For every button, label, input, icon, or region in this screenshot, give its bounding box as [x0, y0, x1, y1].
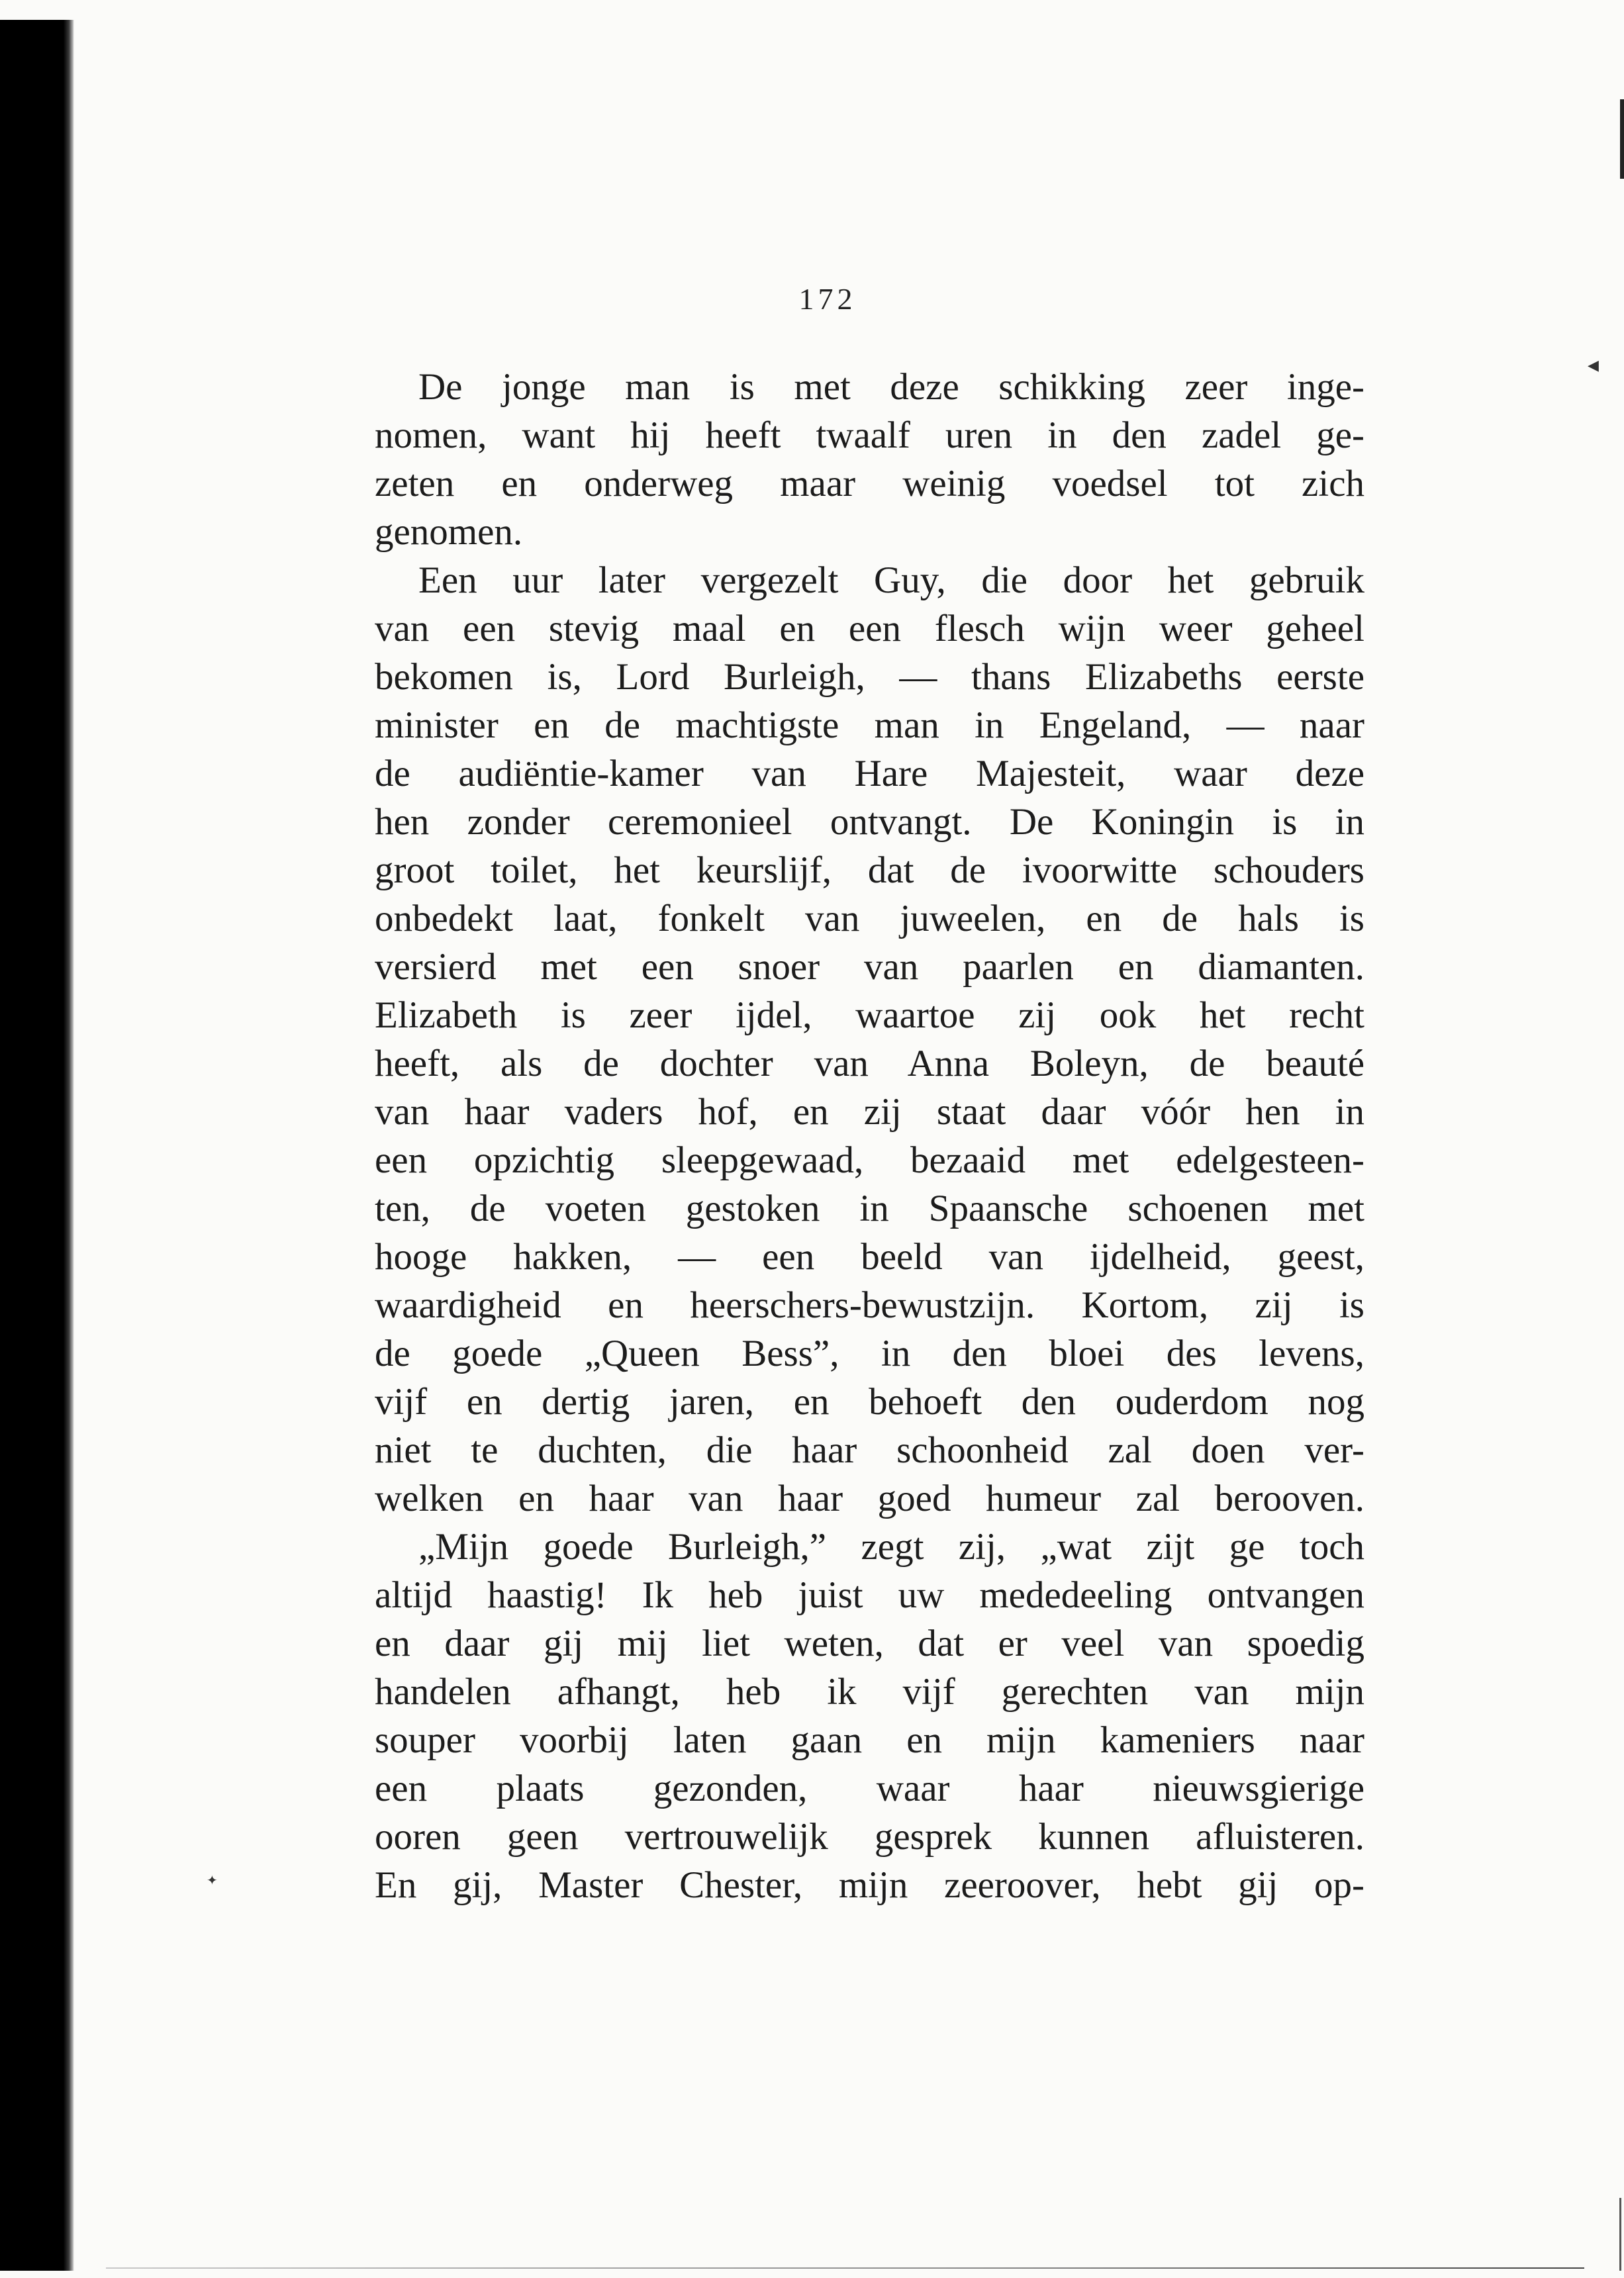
text-line: van haar vaders hof, en zij staat daar vóór hen in — [375, 1091, 1364, 1133]
scan-speck: ✦ — [207, 1872, 218, 1888]
text-line: bekomen is, Lord Burleigh, — thans Elizabeths eerste — [375, 656, 1364, 698]
text-line: En gij, Master Chester, mijn zeeroover, hebt gij op- — [375, 1864, 1364, 1906]
text-line: minister en de machtigste man in Engeland, — naar — [375, 704, 1364, 746]
body-text — [375, 363, 1364, 1909]
text-line: souper voorbij laten gaan en mijn kameniers naar — [375, 1719, 1364, 1761]
text-line: de goede „Queen Bess”, in den bloei des levens, — [375, 1333, 1364, 1374]
text-line: groot toilet, het keurslijf, dat de ivoorwitte schouders — [375, 849, 1364, 891]
scan-speck: ◀ — [1588, 357, 1599, 374]
text-line: De jonge man is met deze schikking zeer inge- — [418, 366, 1364, 408]
text-line: ten, de voeten gestoken in Spaansche schoenen met — [375, 1188, 1364, 1229]
text-line: handelen afhangt, heb ik vijf gerechten van mijn — [375, 1671, 1364, 1713]
scan-edge-mark — [1620, 99, 1624, 179]
text-line: niet te duchten, die haar schoonheid zal doen ver- — [375, 1429, 1364, 1471]
text-line: welken en haar van haar goed humeur zal berooven. — [375, 1478, 1364, 1519]
text-line: genomen. — [375, 511, 523, 553]
text-line: Elizabeth is zeer ijdel, waartoe zij ook het recht — [375, 994, 1364, 1036]
text-line: hen zonder ceremonieel ontvangt. De Koningin is in — [375, 801, 1364, 843]
scan-binding-edge — [0, 20, 74, 2271]
scan-edge-mark — [1619, 2198, 1621, 2271]
text-line: „Mijn goede Burleigh,” zegt zij, „wat zijt ge toch — [418, 1526, 1364, 1568]
text-line: nomen, want hij heeft twaalf uren in den zadel ge- — [375, 414, 1364, 456]
text-line: zeten en onderweg maar weinig voedsel tot zich — [375, 463, 1364, 504]
scan-bottom-edge — [106, 2267, 1584, 2269]
text-line: en daar gij mij liet weten, dat er veel van spoedig — [375, 1623, 1364, 1664]
text-line: hooge hakken, — een beeld van ijdelheid, geest, — [375, 1236, 1364, 1278]
text-line: ooren geen vertrouwelijk gesprek kunnen afluisteren. — [375, 1816, 1364, 1858]
text-line: de audiëntie-kamer van Hare Majesteit, waar deze — [375, 753, 1364, 794]
text-line: altijd haastig! Ik heb juist uw mededeeling ontvangen — [375, 1574, 1364, 1616]
text-line: van een stevig maal en een flesch wijn weer geheel — [375, 608, 1364, 649]
text-line: vijf en dertig jaren, en behoeft den ouderdom nog — [375, 1381, 1364, 1423]
text-line: heeft, als de dochter van Anna Boleyn, de beauté — [375, 1043, 1364, 1084]
page-number: 172 — [798, 282, 857, 316]
text-line: Een uur later vergezelt Guy, die door het gebruik — [418, 559, 1364, 601]
text-line: een plaats gezonden, waar haar nieuwsgierige — [375, 1768, 1364, 1809]
text-line: een opzichtig sleepgewaad, bezaaid met edelgesteen- — [375, 1139, 1364, 1181]
text-line: versierd met een snoer van paarlen en diamanten. — [375, 946, 1364, 988]
text-line: waardigheid en heerschers-bewustzijn. Kortom, zij is — [375, 1284, 1364, 1326]
text-line: onbedekt laat, fonkelt van juweelen, en de hals is — [375, 898, 1364, 939]
